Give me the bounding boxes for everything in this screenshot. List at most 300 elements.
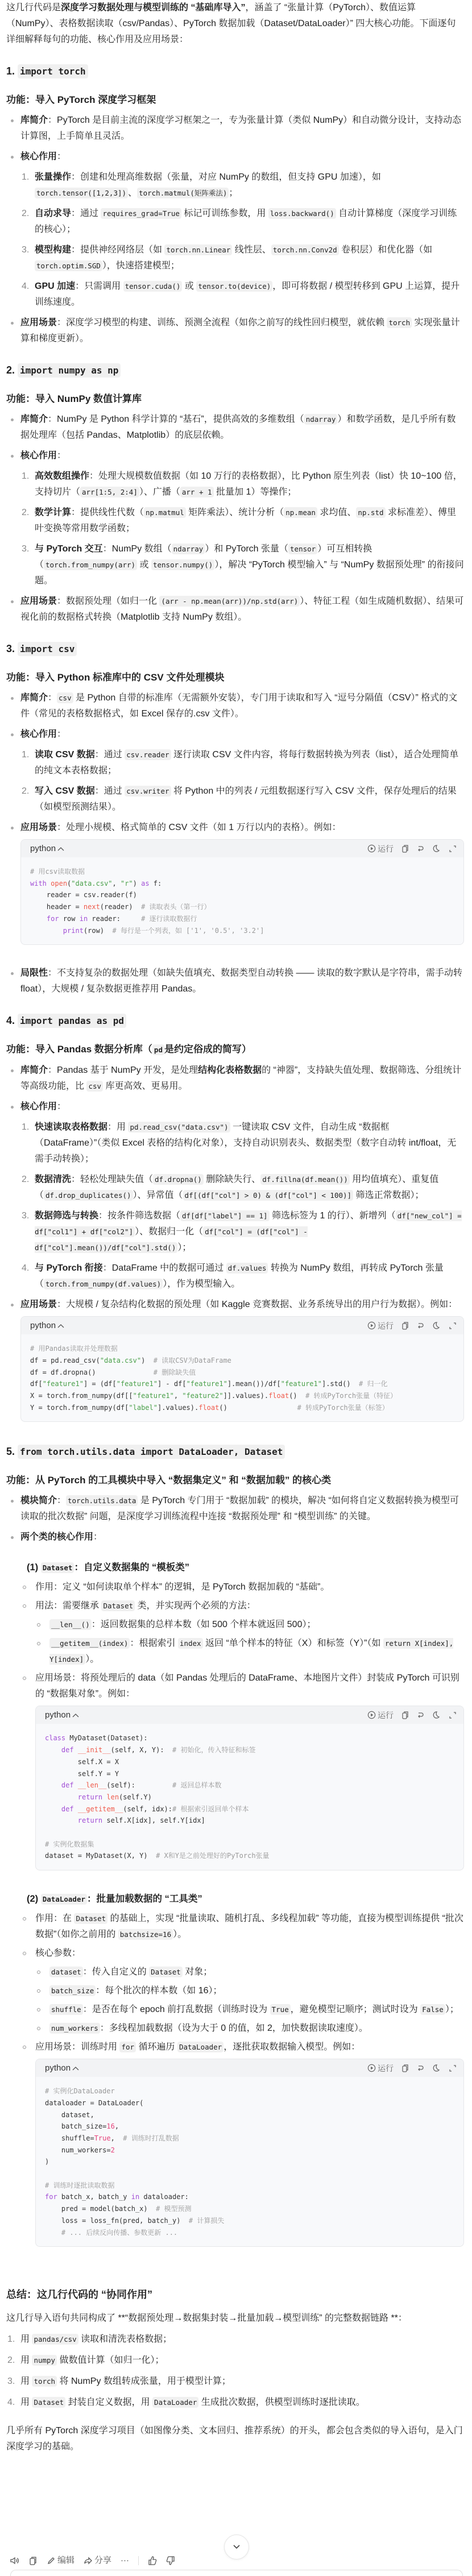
list-item <box>35 1617 464 1633</box>
text-run: 这几行导入语句共同构成了 **“数据预处理→数据集封装→批量加载→模型训练” 的完整数据链路 **： <box>6 2313 407 2324</box>
inline-code: torch.matmul(矩阵乘法) <box>137 188 229 198</box>
copy-icon <box>401 844 409 853</box>
text-run: 批量加 1）等操作； <box>213 487 297 497</box>
text-run: 用均值填充）、重复值（ <box>35 1175 439 1201</box>
paragraph <box>6 0 464 48</box>
text-run: ：是否在每个 epoch 前打乱数据（训练时设为 <box>82 2005 270 2015</box>
text-run: 筛选正常数据）； <box>353 1190 424 1201</box>
inline-code: arr + 1 <box>180 487 214 497</box>
text-run: 循环遍历 <box>136 2042 177 2052</box>
numbered-list <box>20 169 464 310</box>
inline-code: csv.reader <box>125 749 171 760</box>
code-line: num_workers=2 <box>45 2146 115 2154</box>
inline-code: pandas/csv <box>32 2334 78 2345</box>
inline-code: return X[index], Y[index] <box>49 1639 454 1664</box>
bold-text: 核心作用 <box>20 451 57 461</box>
inline-code: DataLoader <box>41 1894 87 1905</box>
copy-code-button[interactable] <box>401 844 409 853</box>
text-run: ：DataFrame 中的数据可通过 <box>102 1263 226 1274</box>
text-run: ：轻松处理缺失值（ <box>71 1175 154 1185</box>
code-line: df = pd.read_csv("data.csv") # 读取CSV为DataFrame <box>30 1356 231 1364</box>
list-item-text <box>49 1617 464 1633</box>
expand-icon <box>449 1711 457 1719</box>
bold-text: 高效数组操作 <box>35 471 90 481</box>
bullet-list <box>35 1617 464 1667</box>
code-line: dataset = MyDataset(X, Y) # X和Y是之前处理好的PyTorch张量 <box>45 1852 270 1860</box>
list-item <box>20 206 464 238</box>
text-run: ：大规模 / 复杂结构化数据的预处理（如 Kaggle 竞赛数据、业务系统导出的用户行为数据）。例如： <box>57 1300 458 1310</box>
function-heading <box>6 1472 464 1488</box>
text-run: 的 “神器”，支持缺失值处理、数据筛选、分组统计等高级功能，比 <box>20 1065 462 1092</box>
copy-code-button[interactable] <box>401 2064 409 2073</box>
inline-code: Dataset <box>41 1562 74 1573</box>
inline-code: Dataset <box>101 1600 135 1611</box>
text-run: 或 <box>182 281 197 291</box>
numbered-list <box>6 2332 464 2411</box>
inline-code: __len__() <box>49 1619 92 1630</box>
code-line: class MyDataset(Dataset): <box>45 1734 148 1743</box>
inline-code: requires_grad=True <box>101 208 181 219</box>
inline-code: dataset <box>49 1967 83 1977</box>
expand-button[interactable] <box>449 1711 457 1719</box>
list-item-text <box>20 1493 464 1525</box>
list-item-text <box>49 1983 464 1999</box>
inline-code: np.std <box>356 507 385 518</box>
text-run: ：自定义数据集的 “模板类” <box>74 1562 190 1573</box>
bold-text: 应用场景 <box>20 1300 57 1310</box>
text-run: ：根据索引 <box>130 1638 178 1649</box>
text-run: 2. <box>6 364 18 376</box>
inline-code: torch <box>32 2376 57 2387</box>
edit-icon <box>47 2556 56 2565</box>
code-line: self.X = X <box>45 1757 119 1766</box>
bold-text: 库简介 <box>20 414 48 424</box>
wrap-lines-button[interactable] <box>417 845 425 853</box>
text-run: 应用场景：将预处理后的 data（如 Pandas 处理后的 DataFrame、本地图片文件）封装成 PyTorch 可识别的 “数据集对象”。例如： <box>35 1673 459 1699</box>
language-label: python <box>30 1320 56 1330</box>
run-button[interactable] <box>367 2060 394 2076</box>
bullet-list <box>6 412 464 625</box>
list-item-text <box>20 2353 464 2368</box>
text-run: ）和 PyTorch 张量（ <box>205 544 289 554</box>
like-button[interactable] <box>148 2556 157 2566</box>
text-run: 实现张量计算和梯度更新）。 <box>20 318 460 343</box>
list-item <box>6 2374 464 2390</box>
text-run: 3. <box>6 643 18 654</box>
text-run: 自动计算梯度（深度学习训练的核心）； <box>35 209 457 234</box>
list-item-text <box>20 727 464 742</box>
text-run: 生成批次数据，供模型训练时逐批读取。 <box>198 2397 365 2408</box>
inline-code: DataLoader <box>152 2397 198 2408</box>
chat-input-box[interactable] <box>10 2570 463 2576</box>
code-line: for row in reader: # 逐行读取数据行 <box>46 914 197 923</box>
text-run: ：通过 <box>94 786 125 796</box>
code-content <box>36 2077 463 2246</box>
list-item <box>20 1208 464 1256</box>
text-run: ）可互相转换（ <box>35 544 372 570</box>
inline-code: DataLoader <box>177 2042 223 2052</box>
section-heading <box>6 1011 464 1030</box>
code-line: with open("data.csv", "r") as f: <box>30 879 162 887</box>
code-tools <box>367 1707 457 1723</box>
text-run: ）和数学函数，是几乎所有数据处理库（包括 Pandas、Matplotlib）的底层依赖。 <box>20 414 456 440</box>
inline-code: csv.writer <box>125 786 171 797</box>
list-item-text <box>20 2395 464 2411</box>
inline-code: df["col"] = (df["col"] - df["col"].mean())/df["col"].std() <box>35 1227 308 1252</box>
text-run: 逐行读取 CSV 文件内容，将每行数据转换为列表（list），适合处理简单的纯文本表格数据； <box>35 750 459 775</box>
language-label: python <box>30 843 56 853</box>
text-run: ：批量加载数据的 “工具类” <box>87 1894 202 1905</box>
list-item-text <box>20 1297 464 1313</box>
code-line: self.Y = Y <box>45 1769 119 1778</box>
text-run: 用法：需要继承 <box>35 1601 102 1611</box>
text-run: 是 Python 自带的标准库（无需额外安装），专门用于读取和写入 “逗号分隔值（CSV）” 格式的文件（常见的表格数据格式，如 Excel 保存的.csv 文件）。 <box>20 693 458 719</box>
inline-code: df.dropna() <box>153 1174 204 1185</box>
code-line: shuffle=True, # 训练时打乱数据 <box>45 2134 179 2142</box>
inline-code: csv <box>86 1081 103 1092</box>
inline-code: tensor <box>288 544 317 554</box>
inline-code: tensor.to(device) <box>196 281 272 292</box>
list-item <box>21 2039 464 2247</box>
list-item <box>6 1297 464 1422</box>
text-run: ，避免模型记顺序；测试时设为 <box>290 2005 421 2015</box>
run-button[interactable] <box>367 1707 394 1723</box>
inline-code: df.fillna(df.mean()) <box>260 1174 350 1185</box>
code-line: df = df.dropna() # 删除缺失值 <box>30 1368 196 1376</box>
bullet-list <box>6 1063 464 1422</box>
wrap-lines-button[interactable] <box>417 1322 425 1330</box>
list-item-text <box>20 1063 464 1094</box>
inline-code: Dataset <box>32 2397 65 2408</box>
text-run: ； <box>229 188 238 198</box>
text-run: ），作为模型输入。 <box>163 1279 241 1289</box>
expand-icon <box>449 2064 457 2072</box>
list-item <box>35 1983 464 1999</box>
list-item <box>6 965 464 997</box>
text-run: ：PyTorch 是目前主流的深度学习框架之一，专为张量计算（类似 NumPy）和自动微分设计，支持动态计算图，上手简单且灵活。 <box>20 115 462 141</box>
wrap-lines-button[interactable] <box>417 2064 425 2072</box>
text-run: 总结：这几行代码的 “协同作用” <box>6 2289 152 2301</box>
language-toggle[interactable] <box>30 841 65 857</box>
more-button[interactable]: ··· <box>121 2556 130 2565</box>
copy-icon <box>401 1321 409 1330</box>
list-item <box>35 2002 464 2018</box>
text-run: 标记可训练参数，用 <box>181 209 268 218</box>
list-item-text <box>20 820 464 836</box>
text-run: 线性层、 <box>232 245 271 255</box>
chevron-up-icon <box>57 846 65 852</box>
code-line: header = next(reader) # 读取表头（第一行） <box>30 903 211 911</box>
text-run: ：多线程加载数据（设为大于 0 的值，如 2，加快数据读取速度）。 <box>100 2023 368 2034</box>
text-run: 功能：导入 Pandas 数据分析库（ <box>6 1044 152 1055</box>
inline-code: for <box>119 2042 136 2052</box>
inline-code: csv <box>57 692 73 703</box>
edit-button[interactable] <box>47 2553 74 2569</box>
bullet-list <box>6 690 464 997</box>
text-run: 矩阵乘法）、统计分析（ <box>185 508 284 517</box>
list-item <box>6 1529 464 1545</box>
inline-code: Dataset <box>74 1913 107 1924</box>
bold-text: 库简介 <box>20 693 48 703</box>
speaker-icon <box>9 2556 19 2566</box>
copy-icon <box>28 2556 38 2566</box>
text-run: ：处理大规模数值数据（如 10 万行的表格数据），比 Python 原生列表（list）快 10~100 倍，支持切片（ <box>35 471 462 497</box>
text-run: ：NumPy 数组（ <box>102 544 172 554</box>
code-line: # 训练时逐批读取数据 <box>45 2181 115 2189</box>
expand-icon <box>449 845 457 853</box>
share-label: 分享 <box>94 2556 112 2565</box>
list-item <box>6 149 464 310</box>
code-line: # 实例化数据集 <box>45 1840 94 1848</box>
inline-code: from torch.utils.data import DataLoader, Dataset <box>18 1445 285 1459</box>
text-run: ）。 <box>85 1654 100 1665</box>
list-item <box>6 315 464 347</box>
bold-text: 模块简介 <box>20 1496 57 1506</box>
text-run: 功能：导入 NumPy 数值计算库 <box>6 393 142 404</box>
list-item <box>6 113 464 144</box>
bold-text: 核心作用 <box>20 729 57 739</box>
copy-button[interactable] <box>28 2556 38 2566</box>
code-line: # 用Pandas读取并处理数据 <box>30 1345 118 1353</box>
text-run: ）、数据归一化（ <box>135 1227 204 1237</box>
inline-code: torch.nn.Conv2d <box>271 244 339 255</box>
list-item <box>6 727 464 815</box>
code-line: def __init__(self, X, Y): # 初始化，传入特征和标签 <box>61 1746 256 1754</box>
text-run: ：深度学习模型的构建、训练、预测全流程（如你之前写的线性回归模型，就依赖 <box>57 318 387 327</box>
language-toggle[interactable] <box>45 1707 80 1723</box>
list-item-text <box>20 2374 464 2390</box>
code-line: reader = csv.reader(f) <box>30 891 137 899</box>
wrap-icon <box>417 1711 425 1719</box>
list-item-text <box>35 1911 464 1943</box>
list-item-text <box>20 149 464 165</box>
list-item-text <box>20 690 464 722</box>
inline-code: __getitem__(index) <box>49 1638 130 1649</box>
expand-button[interactable] <box>449 2064 457 2072</box>
code-tools <box>367 1318 457 1334</box>
wrap-icon <box>417 1322 425 1330</box>
inline-code: (arr - np.mean(arr))/np.std(arr) <box>159 596 300 607</box>
text-run: ：提供线性代数（ <box>71 508 144 517</box>
list-item <box>6 448 464 589</box>
run-button[interactable] <box>367 1318 394 1334</box>
theme-toggle-button[interactable] <box>433 844 441 853</box>
list-item <box>35 1636 464 1667</box>
function-heading <box>6 92 464 108</box>
text-run: 这几行代码是 <box>6 3 61 13</box>
list-item-text <box>20 113 464 144</box>
list-item <box>6 690 464 722</box>
code-line: # ... 后续反向传播、参数更新 ... <box>61 2228 178 2237</box>
code-content <box>36 1724 463 1870</box>
bold-text: 应用场景 <box>20 318 57 327</box>
bold-text: 核心作用 <box>20 152 57 161</box>
language-toggle[interactable] <box>30 1318 65 1334</box>
play-icon <box>367 844 376 853</box>
code-line: return len(self.Y) <box>77 1793 152 1801</box>
text-run: ：不支持复杂的数据处理（如缺失值填充、数据类型自动转换 —— 读取的数字默认是字符串，需手动转 float），大规模 / 复杂数据更推荐用 Pandas。 <box>20 968 462 994</box>
section-heading <box>6 1442 464 1461</box>
theme-toggle-button[interactable] <box>433 1711 441 1719</box>
code-block-header <box>21 840 463 857</box>
text-run: ： <box>48 693 57 703</box>
text-run: 是约定俗成的简写） <box>164 1044 251 1055</box>
text-run: ：通过 <box>71 209 101 218</box>
numbered-list <box>20 468 464 589</box>
language-toggle[interactable] <box>45 2060 80 2076</box>
chevron-up-icon <box>72 2065 80 2071</box>
code-block <box>35 1706 464 1870</box>
bold-text: 读取 CSV 数据 <box>35 750 95 760</box>
list-item-text <box>49 1636 464 1667</box>
text-run: ）、异常值（ <box>133 1190 183 1201</box>
moon-icon <box>433 844 441 853</box>
text-run: ：处理小规模、格式简单的 CSV 文件（如 1 万行以内的表格）。例如： <box>57 823 341 832</box>
list-item-text <box>20 965 464 997</box>
inline-code: arr[1:5, 2:4] <box>80 487 139 497</box>
text-run: ）、广播（ <box>139 487 180 497</box>
text-run: ： <box>57 451 67 461</box>
list-item-text <box>35 1208 464 1256</box>
thumbs-up-icon <box>148 2556 157 2566</box>
wrap-lines-button[interactable] <box>417 1711 425 1719</box>
code-line: pred = model(batch_x) # 模型预测 <box>45 2205 192 2213</box>
theme-toggle-button[interactable] <box>433 1321 441 1330</box>
bold-text: 深度学习数据处理与模型训练的 “基础库导入” <box>61 3 246 13</box>
list-item <box>6 1099 464 1292</box>
inline-code: torch.from_numpy(df.values) <box>44 1279 163 1289</box>
numbered-list <box>20 1119 464 1292</box>
list-item <box>20 1172 464 1204</box>
inline-code: torch.nn.Linear <box>164 244 232 255</box>
inline-code: df.drop_duplicates() <box>44 1190 133 1201</box>
text-run: 库更高效、更易用。 <box>103 1081 188 1092</box>
code-block-header <box>36 2059 463 2077</box>
play-icon <box>367 2064 376 2072</box>
inline-code: np.matmul <box>144 507 186 518</box>
list-item <box>20 1260 464 1292</box>
chevron-up-icon <box>57 1323 65 1329</box>
text-run: 1. <box>6 65 18 77</box>
text-run: ： <box>57 1102 67 1112</box>
inline-code: torch.tensor([1,2,3]) <box>35 188 128 198</box>
section-heading <box>6 62 464 81</box>
list-item-text <box>35 747 464 779</box>
text-run: (2) <box>27 1894 41 1905</box>
list-item-text <box>49 2021 464 2036</box>
list-item-text <box>20 2332 464 2347</box>
copy-code-button[interactable] <box>401 1711 409 1720</box>
inline-code: index <box>178 1638 203 1649</box>
list-item <box>6 412 464 443</box>
inline-code: torch <box>387 317 412 328</box>
expand-button[interactable] <box>449 845 457 853</box>
bullet-list <box>35 1964 464 2036</box>
bullet-list <box>6 113 464 347</box>
wrap-icon <box>417 845 425 853</box>
code-line: for batch_x, batch_y in dataloader: <box>45 2193 189 2201</box>
inline-code: ndarray <box>172 544 205 554</box>
code-line <box>45 2168 454 2180</box>
list-item-text <box>20 412 464 443</box>
bold-text: 写入 CSV 数据 <box>35 786 95 796</box>
inline-code: df[df["label"] == 1] <box>180 1210 270 1221</box>
inline-code: loss.backward() <box>268 208 336 219</box>
bold-text: 库简介 <box>20 1065 48 1076</box>
bold-text: 自动求导 <box>35 209 72 218</box>
expand-button[interactable] <box>449 1322 457 1330</box>
bold-text: 结构化表格数据 <box>198 1065 262 1076</box>
class-heading <box>27 1891 464 1907</box>
list-item <box>20 541 464 589</box>
text-run: ：NumPy 是 Python 科学计算的 “基石”，提供高效的多维数组（ <box>48 414 304 424</box>
list-item <box>21 1598 464 1667</box>
bold-text: 快速读取表格数据 <box>35 1122 108 1133</box>
inline-code: import numpy as np <box>18 363 121 378</box>
dislike-button[interactable] <box>166 2556 175 2566</box>
code-tools <box>367 2060 457 2076</box>
bold-text: 模型构建 <box>35 245 72 255</box>
text-run: ：通过 <box>94 750 125 760</box>
function-heading <box>6 1042 464 1058</box>
text-run: 转换为 NumPy 数组，再转成 PyTorch 张量（ <box>35 1263 444 1289</box>
run-button[interactable] <box>367 841 394 857</box>
code-line: return self.X[idx], self.Y[idx] <box>77 1816 205 1825</box>
expand-icon <box>449 1322 457 1330</box>
list-item <box>6 820 464 945</box>
bold-text: 两个类的核心作用 <box>20 1532 94 1542</box>
inline-code: tensor.cuda() <box>123 281 183 292</box>
inline-code: pd <box>152 1044 164 1055</box>
text-run: ： <box>57 729 67 739</box>
text-run: 应用场景：训练时用 <box>35 2042 120 2052</box>
text-run: 功能：从 PyTorch 的工具模块中导入 “数据集定义” 和 “数据加载” 的核心类 <box>6 1475 332 1486</box>
inline-code: df[(df["col"] > 0) & (df["col"] < 100)] <box>183 1190 354 1201</box>
list-item-text <box>35 783 464 815</box>
list-item <box>35 1964 464 1980</box>
text-run: 对象； <box>182 1967 213 1977</box>
class-heading <box>27 1559 464 1576</box>
list-item-text <box>35 206 464 238</box>
text-run: 筛选标签为 1 的行）、新增列（ <box>269 1211 396 1221</box>
copy-icon <box>401 1711 409 1720</box>
text-run: 求标准差）、傅里叶变换等常用数学函数； <box>35 508 456 533</box>
code-line: df["feature1"] = (df["feature1"] - df["feature1"].mean())/df["feature1"].std() # 归一化 <box>30 1380 388 1388</box>
list-item <box>35 2021 464 2036</box>
scroll-down-button[interactable] <box>224 2534 249 2560</box>
inline-code: import csv <box>18 642 77 656</box>
text-run: ： <box>57 152 67 161</box>
text-run: ：提供神经网络层（如 <box>71 245 165 255</box>
theme-toggle-button[interactable] <box>433 2064 441 2072</box>
closing-paragraph <box>6 2423 464 2455</box>
copy-code-button[interactable] <box>401 1321 409 1330</box>
list-item-text <box>35 1946 464 1961</box>
list-item <box>20 169 464 201</box>
code-line: # 用csv读取数据 <box>30 868 85 876</box>
list-item <box>20 468 464 500</box>
list-item <box>21 1670 464 1870</box>
list-item <box>20 783 464 815</box>
list-item-text <box>35 2039 464 2055</box>
language-label: python <box>45 2063 71 2073</box>
moon-icon <box>433 2064 441 2072</box>
share-button[interactable] <box>84 2553 111 2569</box>
text-run: ）。 <box>173 1930 187 1940</box>
list-item <box>6 2395 464 2411</box>
read-aloud-button[interactable] <box>9 2556 19 2566</box>
text-run: 5. <box>6 1446 18 1458</box>
